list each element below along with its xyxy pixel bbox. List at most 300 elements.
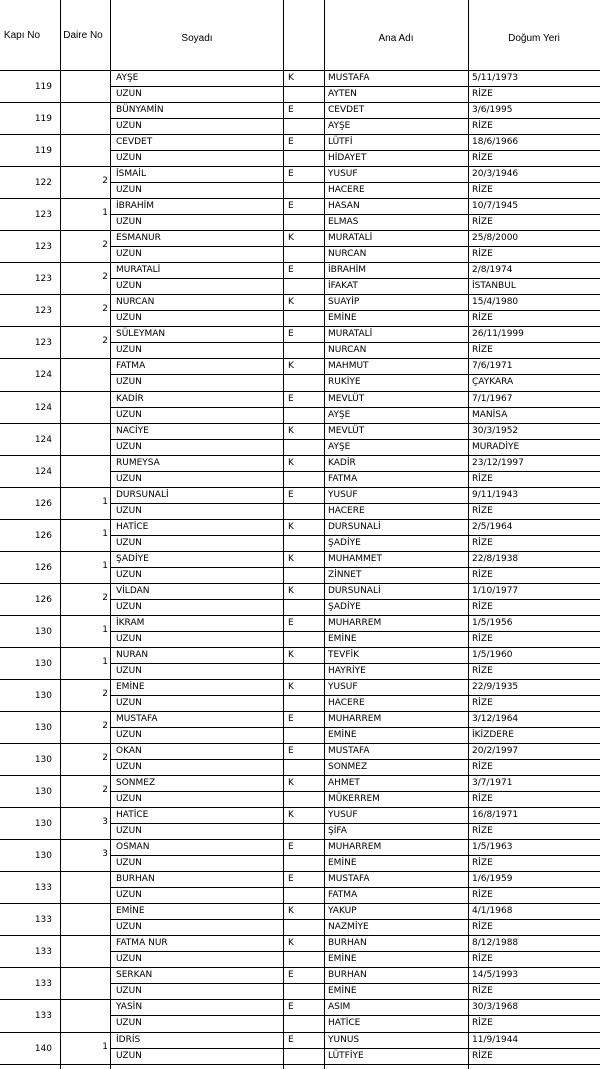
birth-place: RİZE [472,249,493,260]
mother-name: ŞİFA [328,826,347,837]
birth-date: 4/1/1968 [472,906,513,917]
row-mid-divider [110,791,600,792]
father-name: İBRAHİM [328,265,367,276]
daire-no: 2 [102,272,108,283]
mother-name: EMİNE [328,986,357,997]
row-divider [0,262,600,263]
row-divider [0,198,600,199]
birth-place: RİZE [472,217,493,228]
row-divider [0,455,600,456]
first-name: VİLDAN [116,585,150,596]
column-divider [60,0,61,1069]
surname: UZUN [116,473,142,484]
mother-name: ŞADİYE [328,537,361,548]
first-name: CEVDET [116,137,153,148]
father-name: MUHAMMET [328,553,382,564]
gender: E [288,746,294,757]
row-mid-divider [110,150,600,151]
father-name: CEVDET [328,105,365,116]
birth-date: 1/5/1963 [472,842,513,853]
mother-name: ZİNNET [328,569,362,580]
surname: UZUN [116,1018,142,1029]
kapi-no: 130 [34,819,52,830]
surname: UZUN [116,633,142,644]
birth-place: İSTANBUL [472,281,516,292]
surname: UZUN [116,986,142,997]
daire-no: 2 [102,753,108,764]
gender: E [288,617,294,628]
header-divider [0,70,600,71]
header-soyadi: Soyadı [181,33,213,44]
mother-name: AYŞE [328,121,351,132]
mother-name: RUKİYE [328,377,361,388]
birth-place: RİZE [472,569,493,580]
surname: UZUN [116,409,142,420]
row-divider [0,1032,600,1033]
row-divider [0,391,600,392]
mother-name: NAZMİYE [328,922,369,933]
row-divider [0,711,600,712]
kapi-no: 130 [34,658,52,669]
father-name: MUHARREM [328,617,382,628]
father-name: MUHARREM [328,714,382,724]
birth-place: RİZE [472,890,493,901]
mother-name: HACERE [328,185,365,196]
birth-place: RİZE [472,345,493,356]
kapi-no: 133 [34,1011,52,1022]
mother-name: FATMA [328,473,358,484]
kapi-no: 130 [34,851,52,862]
gender: E [288,714,294,724]
birth-date: 1/5/1956 [472,617,513,628]
surname: UZUN [116,537,142,548]
father-name: KADİR [328,457,356,468]
surname: UZUN [116,826,142,837]
header-dogum-yeri: Doğum Yeri [508,33,560,44]
birth-date: 30/3/1968 [472,1002,519,1013]
birth-date: 3/7/1971 [472,778,513,789]
surname: UZUN [116,281,142,292]
gender: K [288,585,294,596]
row-divider [0,679,600,680]
mother-name: ŞADİYE [328,601,361,612]
surname: UZUN [116,569,142,580]
birth-place: RİZE [472,1018,493,1029]
birth-date: 22/9/1935 [472,681,519,692]
first-name: İBRAHİM [116,201,155,212]
mother-name: EMİNE [328,313,357,324]
kapi-no: 119 [34,82,52,92]
birth-place: RİZE [472,826,493,837]
birth-date: 1/6/1959 [472,874,513,885]
gender: E [288,265,294,276]
row-divider [0,326,600,327]
father-name: BURHAN [328,938,367,949]
father-name: SUAYİP [328,297,360,308]
kapi-no: 124 [34,466,52,477]
row-mid-divider [110,823,600,824]
row-mid-divider [110,342,600,343]
first-name: OSMAN [116,842,150,853]
birth-place: RİZE [472,633,493,644]
mother-name: HATİCE [328,1018,361,1029]
birth-place: RİZE [472,121,493,132]
first-name: ŞADİYE [116,553,149,564]
birth-place: RİZE [472,665,493,676]
row-mid-divider [110,535,600,536]
gender: K [288,906,294,917]
daire-no: 2 [102,592,108,603]
row-mid-divider [110,951,600,952]
birth-place: İKİZDERE [472,730,514,740]
mother-name: EMİNE [328,954,357,965]
birth-place: RİZE [472,697,493,708]
first-name: BÜNYAMİN [116,105,164,116]
row-divider [0,519,600,520]
row-mid-divider [110,567,600,568]
kapi-no: 126 [34,498,52,509]
father-name: DURSUNALİ [328,521,381,532]
row-mid-divider [110,727,600,728]
birth-date: 20/2/1997 [472,746,519,757]
surname: UZUN [116,794,142,805]
first-name: NACİYE [116,425,149,436]
gender: K [288,297,294,308]
row-divider [0,775,600,776]
kapi-no: 130 [34,787,52,798]
row-divider [0,487,600,488]
row-divider [0,134,600,135]
father-name: MEVLÜT [328,425,365,436]
surname: UZUN [116,697,142,708]
birth-date: 3/12/1964 [472,714,519,724]
row-divider [0,615,600,616]
gender: E [288,105,294,116]
birth-date: 1/10/1977 [472,585,519,596]
kapi-no: 124 [34,434,52,445]
birth-date: 14/5/1993 [472,970,519,981]
gender: E [288,393,294,404]
row-mid-divider [110,599,600,600]
surname: UZUN [116,665,142,676]
kapi-no: 130 [34,723,52,733]
header-kapi-no: Kapı No [3,30,41,41]
daire-no: 1 [102,560,108,571]
surname: UZUN [116,377,142,388]
mother-name: MÜKERREM [328,794,380,805]
birth-place: RİZE [472,89,493,99]
gender: E [288,137,294,148]
first-name: KADİR [116,393,144,404]
gender: E [288,329,294,340]
gender: K [288,361,294,372]
surname: UZUN [116,345,142,356]
gender: E [288,842,294,853]
birth-date: 7/6/1971 [472,361,513,372]
kapi-no: 133 [34,947,52,958]
daire-no: 1 [102,624,108,635]
birth-date: 26/11/1999 [472,329,524,340]
mother-name: HİDAYET [328,153,367,164]
father-name: MAHMUT [328,361,369,372]
father-name: BURHAN [328,970,367,981]
gender: K [288,425,294,436]
daire-no: 2 [102,785,108,796]
gender: E [288,1002,294,1013]
surname: UZUN [116,922,142,933]
birth-place: RİZE [472,473,493,484]
surname: UZUN [116,313,142,324]
mother-name: SONMEZ [328,762,368,773]
kapi-no: 123 [34,210,52,221]
kapi-no: 123 [34,242,52,253]
row-mid-divider [110,759,600,760]
first-name: SONMEZ [116,778,156,789]
header-daire-no: Daire No [63,30,103,41]
row-divider [0,1064,600,1065]
first-name: RUMEYSA [116,457,160,468]
daire-no: 2 [102,240,108,251]
row-mid-divider [110,374,600,375]
surname: UZUN [116,121,142,132]
first-name: HATİCE [116,810,149,821]
father-name: MURATALİ [328,329,373,340]
father-name: YUSUF [328,489,358,500]
gender: K [288,73,294,83]
first-name: SÜLEYMAN [116,329,166,340]
first-name: MUSTAFA [116,714,158,724]
row-mid-divider [110,246,600,247]
first-name: DURSUNALİ [116,489,169,500]
birth-date: 10/7/1945 [472,201,519,212]
gender: K [288,553,294,564]
row-mid-divider [110,1015,600,1016]
kapi-no: 130 [34,755,52,766]
kapi-no: 122 [34,178,52,189]
first-name: NURAN [116,649,149,660]
kapi-no: 126 [34,530,52,541]
birth-date: 2/8/1974 [472,265,513,276]
birth-place: RİZE [472,537,493,548]
row-divider [0,423,600,424]
father-name: YUSUF [328,681,358,692]
daire-no: 1 [102,496,108,507]
surname: UZUN [116,217,142,228]
surname: UZUN [116,954,142,965]
kapi-no: 133 [34,883,52,894]
row-divider [0,999,600,1000]
mother-name: NURCAN [328,249,367,260]
birth-place: RİZE [472,954,493,965]
birth-date: 7/1/1967 [472,393,513,404]
row-divider [0,102,600,103]
birth-date: 5/11/1973 [472,73,519,83]
row-mid-divider [110,439,600,440]
father-name: YUNUS [328,1034,360,1045]
row-divider [0,294,600,295]
gender: K [288,810,294,821]
mother-name: İFAKAT [328,281,358,292]
father-name: YUSUF [328,169,358,180]
daire-no: 2 [102,336,108,347]
gender: K [288,778,294,789]
birth-date: 3/6/1995 [472,105,513,116]
daire-no: 2 [102,176,108,187]
row-divider [0,647,600,648]
gender: K [288,938,294,949]
surname: UZUN [116,858,142,869]
mother-name: EMİNE [328,633,357,644]
surname: UZUN [116,762,142,773]
mother-name: NURCAN [328,345,367,356]
father-name: MUHARREM [328,842,382,853]
row-mid-divider [110,182,600,183]
birth-place: RİZE [472,185,493,196]
father-name: TEVFİK [328,649,360,660]
first-name: FATMA NUR [116,938,168,949]
birth-place: RİZE [472,794,493,805]
row-divider [0,358,600,359]
first-name: FATMA [116,361,146,372]
gender: K [288,457,294,468]
father-name: YUSUF [328,810,358,821]
birth-place: RİZE [472,922,493,933]
row-divider [0,871,600,872]
daire-no: 3 [102,849,108,860]
row-divider [0,551,600,552]
first-name: MURATALİ [116,265,161,276]
daire-no: 2 [102,688,108,699]
father-name: YAKUP [328,906,357,917]
birth-date: 15/4/1980 [472,297,519,308]
birth-place: MURADİYE [472,441,520,452]
birth-place: RİZE [472,505,493,516]
mother-name: AYTEN [328,89,357,99]
kapi-no: 123 [34,306,52,317]
row-divider [0,583,600,584]
gender: E [288,970,294,981]
first-name: EMİNE [116,906,145,917]
gender: K [288,681,294,692]
row-divider [0,935,600,936]
row-mid-divider [110,471,600,472]
row-divider [0,967,600,968]
row-mid-divider [110,663,600,664]
gender: E [288,201,294,212]
father-name: MUSTAFA [328,874,370,885]
row-mid-divider [110,118,600,119]
father-name: MUSTAFA [328,746,370,757]
row-divider [0,166,600,167]
father-name: MEVLÜT [328,393,365,404]
kapi-no: 130 [34,690,52,701]
daire-no: 3 [102,817,108,828]
surname: UZUN [116,153,142,164]
row-mid-divider [110,278,600,279]
daire-no: 1 [102,1041,108,1052]
mother-name: ELMAS [328,217,359,228]
first-name: OKAN [116,746,142,757]
birth-date: 23/12/1997 [472,457,524,468]
birth-date: 25/8/2000 [472,233,519,244]
kapi-no: 133 [34,979,52,990]
birth-date: 22/8/1938 [472,553,519,564]
row-divider [0,807,600,808]
row-mid-divider [110,310,600,311]
father-name: ASIM [328,1002,351,1013]
birth-place: RİZE [472,762,493,773]
daire-no: 1 [102,656,108,667]
birth-date: 16/8/1971 [472,810,519,821]
row-mid-divider [110,887,600,888]
birth-date: 20/3/1946 [472,169,519,180]
father-name: MUSTAFA [328,73,370,83]
first-name: EMİNE [116,681,145,692]
row-mid-divider [110,695,600,696]
first-name: ESMANUR [116,233,161,244]
birth-date: 8/12/1988 [472,938,519,949]
row-mid-divider [110,214,600,215]
row-divider [0,743,600,744]
father-name: HASAN [328,201,360,212]
gender: E [288,874,294,885]
gender: E [288,169,294,180]
mother-name: EMİNE [328,858,357,869]
kapi-no: 123 [34,274,52,285]
birth-date: 9/11/1943 [472,489,519,500]
birth-date: 18/6/1966 [472,137,519,148]
surname: UZUN [116,441,142,452]
mother-name: AYŞE [328,409,351,420]
mother-name: HACERE [328,697,365,708]
gender: K [288,233,294,244]
row-divider [0,230,600,231]
mother-name: FATMA [328,890,358,901]
first-name: SERKAN [116,970,153,981]
birth-place: RİZE [472,313,493,324]
kapi-no: 124 [34,402,52,413]
gender: K [288,521,294,532]
kapi-no: 130 [34,626,52,637]
kapi-no: 133 [34,915,52,926]
header-ana-adi: Ana Adı [378,33,414,44]
birth-place: RİZE [472,858,493,869]
row-divider [0,903,600,904]
surname: UZUN [116,89,142,99]
kapi-no: 123 [34,338,52,349]
birth-date: 30/3/1952 [472,425,519,436]
row-mid-divider [110,503,600,504]
daire-no: 2 [102,304,108,315]
birth-place: ÇAYKARA [472,377,514,388]
first-name: BURHAN [116,874,155,885]
first-name: AYŞE [116,73,139,83]
row-mid-divider [110,631,600,632]
father-name: AHMET [328,778,360,789]
surname: UZUN [116,1050,142,1061]
surname: UZUN [116,890,142,901]
row-mid-divider [110,407,600,408]
birth-date: 11/9/1944 [472,1034,519,1045]
birth-date: 2/5/1964 [472,521,513,532]
surname: UZUN [116,730,142,740]
birth-place: RİZE [472,153,493,164]
first-name: İDRİS [116,1034,141,1045]
daire-no: 2 [102,721,108,731]
surname: UZUN [116,505,142,516]
first-name: NURCAN [116,297,155,308]
father-name: LÜTFİ [328,137,353,148]
